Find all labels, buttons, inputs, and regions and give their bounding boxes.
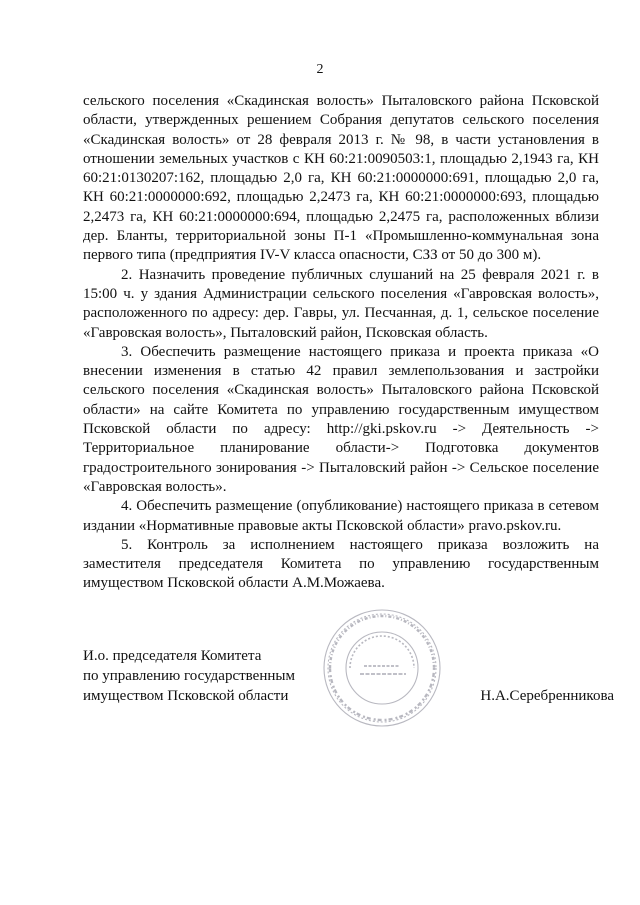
position-line: И.о. председателя Комитета	[83, 648, 262, 664]
seal-outer-lettering-lower	[330, 668, 434, 720]
signatory-position	[83, 646, 295, 706]
seal-inner-lettering	[350, 636, 414, 668]
signer-name: Н.А.Серебренникова	[480, 688, 614, 704]
paragraph-item-5: 5. Контроль за исполнением настоящего приказа возложить на заместителя председателя Комитета по управлению государственным имуществом Псковской области А.М.Можаева.	[83, 536, 599, 592]
position-line: по управлению государственным	[83, 668, 295, 684]
seal-outer-lettering	[330, 616, 434, 668]
seal-dashed-ring	[328, 614, 436, 722]
document-body	[83, 92, 599, 594]
paragraph-item-2: 2. Назначить проведение публичных слушаний на 25 февраля 2021 г. в 15:00 ч. у здания Администрации сельского поселения «Гавровская волость», расположенного по адресу: дер. Гавры, ул. Песчанная, д. 1, сельское поселение «Гавровская волость», Пыталовский район, Псковская область.	[83, 266, 599, 341]
paragraph-item-3: 3. Обеспечить размещение настоящего приказа и проекта приказа «О внесении изменения в статью 42 правил землепользования и застройки сельского поселения «Скадинская волость» Пыталовского района Псковской области» на сайте Комитета по управлению государственным имуществом Псковской области по адресу: http://gki.pskov.ru -> Деятельность -> Территориальное планирование области-> Подготовка документов градостроительного зонирования -> Пыталовский район -> Сельское поселение «Гавровская волость».	[83, 343, 599, 495]
position-line: имуществом Псковской области	[83, 688, 289, 704]
seal-outer-ring	[324, 610, 440, 726]
official-seal-stamp	[320, 606, 444, 730]
seal-inner-ring	[346, 632, 418, 704]
paragraph-continuation: сельского поселения «Скадинская волость» Пыталовского района Псковской области, утвержденных решением Собрания депутатов сельского поселения «Скадинская волость» от 28 февраля 2013 г. № 98, в части установления в отношении земельных участков с КН 60:21:0090503:1, площадью 2,1943 га, КН 60:21:0130207:162, площадью 2,0 га, КН 60:21:0000000:691, площадью 2,0 га, КН 60:21:0000000:692, площадью 2,2473 га, КН 60:21:0000000:693, площадью 2,2473 га, КН 60:21:0000000:694, площадью 2,2475 га, расположенных вблизи дер. Бланты, территориальной зоны П-1 «Промышленно-коммунальная зона первого типа (предприятия IV-V класса опасности, СЗЗ от 50 до 300 м).	[83, 93, 599, 264]
paragraph-item-4: 4. Обеспечить размещение (опубликование) настоящего приказа в сетевом издании «Нормативные правовые акты Псковской области» pravo.pskov.ru.	[83, 498, 599, 534]
page-number: 2	[316, 62, 324, 77]
